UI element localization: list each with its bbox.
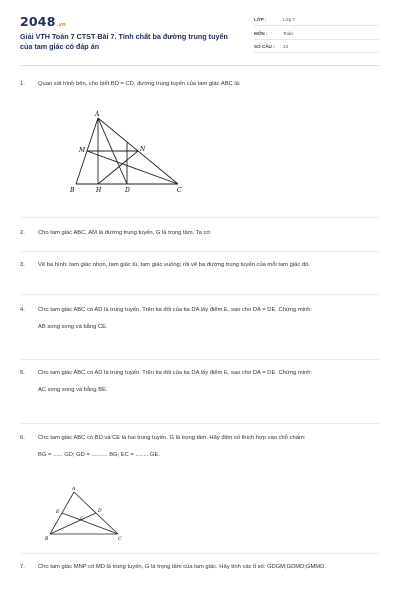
meta-label: SỐ CÂU :	[254, 44, 275, 49]
logo-suffix: .vn	[56, 22, 66, 28]
question-text: Cho tam giác MNP có MD là trung tuyến, G là trọng tâm của tam giác. Hãy tính các tỉ số: GDGM;GDMD;GMMD.	[38, 564, 326, 570]
question-number: 6.	[20, 435, 25, 441]
question-text: Vẽ ba hình: tam giác nhọn, tam giác tù, tam giác vuông; rồi vẽ ba đường trung tuyến của mỗi tam giác đó.	[38, 262, 310, 268]
question-separator	[20, 294, 380, 295]
question-separator	[20, 359, 380, 360]
meta-row-count	[254, 41, 379, 53]
figure-triangle-centroid	[42, 484, 126, 542]
meta-row-class	[254, 14, 379, 26]
question-number: 3.	[20, 262, 25, 268]
meta-row-subject	[254, 28, 379, 40]
question-number: 7.	[20, 564, 25, 570]
label-g: G	[80, 517, 84, 522]
question-separator	[20, 423, 380, 424]
label-c: C	[118, 537, 122, 542]
label-n: N	[140, 146, 146, 153]
question-text: Quan sát hình bên, cho biết BD = CD, đường trung tuyến của tam giác ABC là:	[38, 81, 241, 87]
question-text: Cho tam giác ABC có BD và CE là hai trung tuyến. G là trọng tâm. Hãy điền số thích hợp vào chỗ chấm:	[38, 435, 306, 441]
question-separator	[20, 217, 380, 218]
question-number: 1.	[20, 81, 25, 87]
figure-triangle-abc	[60, 108, 200, 196]
question-separator	[20, 251, 380, 252]
label-d: D	[98, 509, 102, 514]
header-divider	[20, 65, 380, 66]
question-5	[20, 369, 380, 396]
question-7	[20, 563, 380, 572]
meta-label: LỚP :	[254, 17, 267, 22]
question-number: 2.	[20, 230, 25, 236]
meta-info	[254, 14, 379, 55]
question-4	[20, 306, 380, 333]
meta-value: 13	[283, 44, 289, 49]
question-subtext: BG = ...... GD; GD = .......... BG; EC = ........ GE.	[38, 452, 160, 459]
meta-value: Lớp 7	[283, 17, 295, 22]
question-text: Cho tam giác ABC, AM là đường trung tuyến, G là trọng tâm. Ta có:	[38, 230, 212, 236]
site-logo[interactable]	[20, 14, 66, 29]
logo-text: 2048	[20, 14, 56, 29]
question-3	[20, 261, 380, 270]
label-a: A	[95, 111, 100, 118]
question-number: 4.	[20, 307, 25, 313]
label-b: B	[45, 537, 49, 542]
question-number: 5.	[20, 370, 25, 376]
question-subtext: AC song song và bằng BE.	[38, 387, 108, 394]
label-h: H	[96, 187, 102, 194]
page-title: Giải VTH Toán 7 CTST Bài 7. Tính chất ba đường trung tuyến của tam giác có đáp án	[20, 32, 228, 51]
question-subtext: AB song song và bằng CE.	[38, 324, 108, 331]
question-1	[20, 80, 380, 89]
label-d: D	[125, 187, 130, 194]
meta-value: Toán	[283, 30, 293, 36]
label-m: M	[79, 147, 86, 154]
label-a: A	[72, 487, 76, 492]
label-b: B	[70, 187, 75, 194]
label-c: C	[177, 187, 182, 194]
question-text: Cho tam giác ABC có AD là trung tuyến. Trên tia đối của tia DA lấy điểm E, sao cho DA = DE. Chứng minh:	[38, 307, 313, 313]
question-separator	[20, 553, 380, 554]
question-text: Cho tam giác ABC có AD là trung tuyến. Trên tia đối của tia DA lấy điểm E, sao cho DA = DE. Chứng minh:	[38, 370, 313, 376]
meta-label: MÔN :	[254, 30, 268, 36]
label-e: E	[56, 510, 60, 515]
question-6	[20, 434, 380, 461]
question-2	[20, 229, 380, 238]
